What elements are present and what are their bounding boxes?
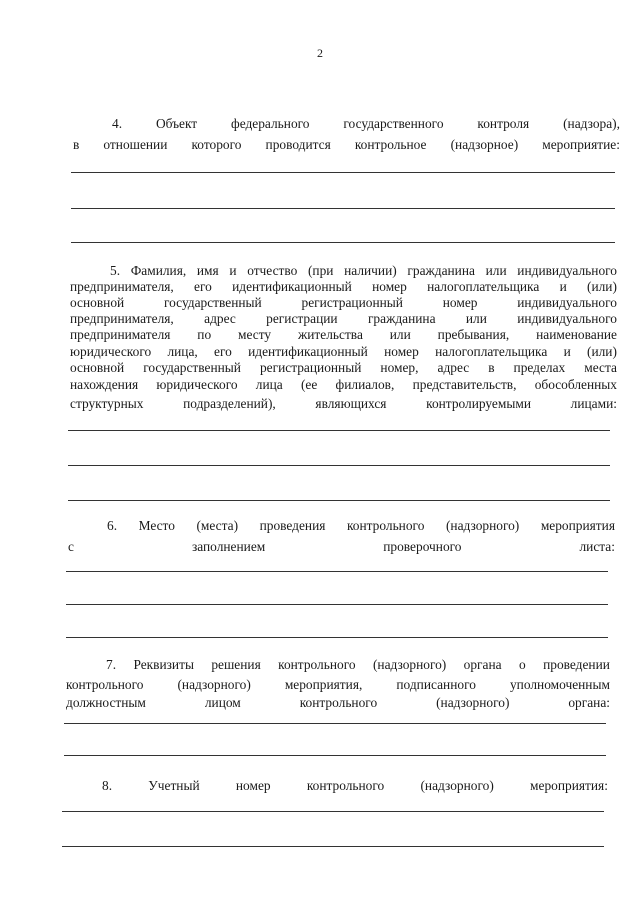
word: уполномоченным	[509, 677, 610, 692]
word: гражданина	[407, 263, 475, 278]
word: номер	[384, 344, 419, 359]
section-8-blank-line-2	[62, 846, 604, 847]
word: мероприятия,	[284, 677, 363, 692]
section-5-line-9	[70, 396, 617, 412]
section-4-line-1	[112, 116, 620, 132]
word: лицами:	[570, 396, 617, 411]
word: нахождения	[70, 377, 139, 392]
word: подписанного	[396, 677, 476, 692]
word: и	[563, 344, 571, 359]
word: лицом	[204, 695, 241, 710]
word: (надзорное)	[450, 137, 519, 152]
word: представительств,	[412, 377, 517, 392]
word: должностным	[66, 695, 146, 710]
word: в	[73, 137, 80, 152]
word: лица,	[167, 344, 198, 359]
word: и	[229, 263, 237, 278]
word: 4.	[112, 116, 123, 131]
word: предпринимателя	[70, 327, 171, 342]
word: его	[214, 344, 232, 359]
word: Фамилия,	[130, 263, 187, 278]
word: Реквизиты	[133, 657, 194, 672]
word: основной	[70, 360, 125, 375]
word: о	[518, 657, 526, 672]
word: жительства	[298, 327, 363, 342]
word: (надзорного)	[420, 778, 494, 793]
word: по	[197, 327, 212, 342]
word: государственный	[163, 295, 262, 310]
word: проводится	[265, 137, 331, 152]
word: пределах	[513, 360, 566, 375]
word: являющихся	[315, 396, 387, 411]
section-4-line-2	[73, 137, 620, 153]
word: в	[488, 360, 495, 375]
word: решения	[211, 657, 261, 672]
word: проведении	[543, 657, 610, 672]
word: листа:	[579, 539, 615, 554]
word: наименование	[536, 327, 617, 342]
section-5-line-2	[70, 279, 617, 295]
word: с	[68, 539, 74, 554]
word: (надзорного)	[372, 657, 447, 672]
section-8-line-1	[102, 778, 608, 794]
word: заполнением	[191, 539, 266, 554]
word: (места)	[196, 518, 239, 533]
section-6-blank-line-1	[66, 571, 608, 572]
section-6-line-1	[107, 518, 615, 534]
word: или	[389, 327, 411, 342]
word: индивидуального	[517, 263, 617, 278]
section-6-blank-line-3	[66, 637, 608, 638]
word: контролируемыми	[426, 396, 531, 411]
word: контрольное	[354, 137, 427, 152]
word: адрес	[204, 311, 236, 326]
word: Место	[138, 518, 175, 533]
word: государственный	[143, 360, 241, 375]
word: основной	[70, 295, 125, 310]
section-4-blank-line-2	[71, 208, 615, 209]
word: филиалов,	[335, 377, 395, 392]
word: Учетный	[148, 778, 200, 793]
word: юридического	[70, 344, 152, 359]
word: регистрационный	[301, 295, 403, 310]
word: идентификационный	[232, 279, 352, 294]
section-5-line-1	[110, 263, 617, 279]
word: (надзорного)	[445, 518, 520, 533]
word: 8.	[102, 778, 113, 793]
word: подразделений),	[183, 396, 276, 411]
word: имя	[196, 263, 219, 278]
word: государственного	[343, 116, 444, 131]
section-7-line-2	[66, 677, 610, 693]
word: структурных	[70, 396, 144, 411]
word: лица	[255, 377, 283, 392]
section-5-line-3	[70, 295, 617, 311]
word: идентификационный	[248, 344, 368, 359]
word: проведения	[259, 518, 326, 533]
word: (или)	[587, 344, 617, 359]
section-6-blank-line-2	[66, 604, 608, 605]
section-5-line-4	[70, 311, 617, 327]
section-5-blank-line-3	[68, 500, 610, 501]
word: (надзорного)	[177, 677, 251, 692]
section-7-line-3	[66, 695, 610, 711]
word: органа:	[568, 695, 610, 710]
word: контрольного	[346, 518, 425, 533]
word: (надзорного)	[436, 695, 510, 710]
word: наличии)	[344, 263, 397, 278]
word: номер	[235, 778, 271, 793]
word: адрес	[437, 360, 470, 375]
page-number: 2	[317, 46, 323, 60]
word: индивидуального	[517, 311, 617, 326]
word: номер	[442, 295, 478, 310]
section-5-line-7	[70, 360, 617, 376]
word: (ее	[300, 377, 318, 392]
word: месту	[238, 327, 272, 342]
word: проверочного	[383, 539, 462, 554]
section-7-blank-line-1	[64, 723, 606, 724]
word: предпринимателя,	[70, 279, 174, 294]
word: контрольного	[299, 695, 378, 710]
word: его	[194, 279, 212, 294]
section-5-line-6	[70, 344, 617, 360]
word: контрольного	[278, 657, 356, 672]
word: места	[584, 360, 617, 375]
word: мероприятия	[540, 518, 615, 533]
section-4-blank-line-3	[71, 242, 615, 243]
word: или	[465, 311, 487, 326]
word: номер,	[380, 360, 419, 375]
word: и	[559, 279, 567, 294]
word: 7.	[106, 657, 117, 672]
word: или	[485, 263, 507, 278]
word: гражданина	[367, 311, 436, 326]
word: контрольного	[306, 778, 385, 793]
section-8-blank-line-1	[62, 811, 604, 812]
word: налогоплательщика	[435, 344, 548, 359]
word: федерального	[231, 116, 310, 131]
word: 5.	[110, 263, 121, 278]
section-7-blank-line-2	[64, 755, 606, 756]
word: регистрационный	[259, 360, 362, 375]
word: юридического	[156, 377, 238, 392]
word: регистрации	[266, 311, 338, 326]
word: налогоплательщика	[427, 279, 540, 294]
word: мероприятие:	[542, 137, 620, 152]
section-4-blank-line-1	[71, 172, 615, 173]
word: (надзора),	[563, 116, 620, 131]
word: мероприятия:	[530, 778, 608, 793]
word: (при	[307, 263, 334, 278]
word: номер	[372, 279, 407, 294]
section-5-line-8	[70, 377, 617, 393]
word: (или)	[587, 279, 617, 294]
word: предпринимателя,	[70, 311, 174, 326]
word: обособленных	[534, 377, 617, 392]
section-5-blank-line-2	[68, 465, 610, 466]
word: индивидуального	[517, 295, 617, 310]
word: контрольного	[66, 677, 144, 692]
word: Объект	[155, 116, 198, 131]
section-7-line-1	[106, 657, 610, 673]
section-5-blank-line-1	[68, 430, 610, 431]
word: органа	[463, 657, 502, 672]
word: отношении	[103, 137, 168, 152]
word: 6.	[107, 518, 118, 533]
section-5-line-5	[70, 327, 617, 343]
word: отчество	[247, 263, 298, 278]
word: контроля	[477, 116, 530, 131]
word: пребывания,	[437, 327, 510, 342]
word: которого	[191, 137, 242, 152]
section-6-line-2	[68, 539, 615, 555]
